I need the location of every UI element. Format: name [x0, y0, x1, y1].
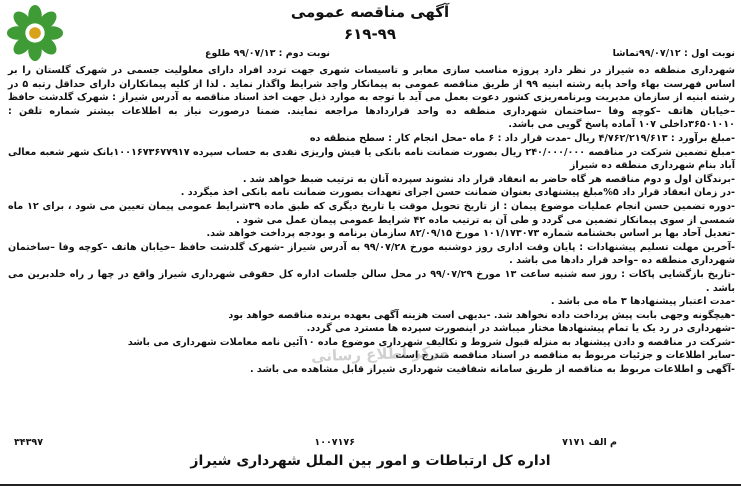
paragraph-winners: -برندگان اول و دوم مناقصه هر گاه حاضر به انعقاد قرار داد نشوند سپرده آنان به ترتیب ضبط خواهد شد .	[242, 173, 735, 185]
watermark: مرکز اطلاع رسانی	[310, 342, 450, 366]
notice-number: ۶۱۹-۹۹	[343, 25, 396, 43]
paragraph-guarantee: -مبلغ تضمین شرکت در مناقصه ۲۴۰/۰۰۰/۰۰۰ ریال بصورت ضمانت نامه بانکی یا فیش واریزی نقدی به حساب سپرده ۱۰۰۱۶۷۳۶۷۷۹۱۷بانک شهر شعبه معالی آباد بنام شهرداری منطقه ده شیراز	[8, 146, 736, 172]
paragraph-prepayment: -هیچگونه وجهی بابت پیش پرداخت داده نخواهد شد. -بدیهی است هزینه آگهی بعهده برنده مناقصه خواهد بود	[228, 309, 735, 321]
publish-dates	[20, 48, 735, 64]
paragraph-other-info: -سایر اطلاعات و جزئیات مربوط به مناقصه در اسناد مناقصه مندرج است	[395, 350, 735, 362]
paragraph-acceptance: -شرکت در مناقصه و دادن پیشنهاد به منزله قبول شروط و تکالیف شهرداری موضوع ماده ۱۰آئین نامه معاملات شهرداری می باشد	[127, 336, 735, 348]
issuer-footer: اداره کل ارتباطات و امور بین الملل شهرداری شیراز	[190, 453, 551, 469]
paragraph-deadline: -آخرین مهلت تسلیم پیشنهادات : پایان وقت اداری روز دوشنبه مورخ ۹۹/۰۷/۲۸ به آدرس شیراز -شهرک گلدشت حافظ –خیابان هاتف –کوچه وفا –ساختمان شهرداری منطقه ده –واحد قرار دادها می باشد .	[8, 241, 735, 267]
code-order: ۱۰۰۷۱۷۶	[314, 437, 355, 448]
paragraph-intro: شهرداری منطقه ده شیراز در نظر دارد پروژه مناسب سازی معابر و تاسیسات شهری جهت تردد افراد دارای معلولیت جسمی در شهرک گلستان را بر اساس فهرست بهاء واحد پایه رشته ابنیه ۹۹ از طریق مناقصه عمومی به پیمانکار واجد شرایط واگذار نماید . لذا از کلیه پیمانکاران دارای حداقل رتبه ۵ در رشته ابنیه از سازمان مدیریت وبرنامه‌ریزی کشور دعوت بعمل می آید با توجه به موارد ذیل جهت اخذ اسناد مناقصه به آدرس شیراز : شهرک گلدشت حافظ –خیابان هاتف –کوچه وفا –ساختمان شهرداری منطقه ده واحد قراردادها مراجعه نمایند. ضمنا درصورت نیاز به اطلاعات بیشتر شماره تلفن : ۳۶۵۰۱۰۱۰داخلی ۱۰۷ آماده پاسخ گویی می باشد.	[8, 65, 735, 131]
second-publish-date: نوبت دوم : ۹۹/۰۷/۱۳ طلوع	[205, 48, 330, 59]
paragraph-performance-bond: -در زمان انعقاد قرار داد ۵%مبلغ پیشنهادی بعنوان ضمانت حسن اجرای تعهدات بصورت ضمانت نامه بانکی اخذ میگردد .	[180, 187, 735, 199]
notice-title: آگهی مناقصه عمومی	[290, 3, 450, 21]
first-publish-date: نوبت اول : ۹۹/۰۷/۱۲تماشا	[612, 48, 735, 59]
reference-codes	[14, 437, 735, 451]
paragraph-warranty: -دوره تضمین حسن انجام عملیات موضوع پیمان : از تاریخ تحویل موقت یا تاریخ دیگری که طبق ماده ۳۹شرایط عمومی پیمان تعیین می شود ، برای ۱۲ ماه شمسی از سوی پیمانکار تضمین می گردد و طی آن به ترتیب ماده ۴۲ شرایط عمومی پیمان عمل می شود .	[8, 200, 736, 226]
paragraph-validity: -مدت اعتبار پیشنهادها ۳ ماه می باشد .	[550, 296, 735, 308]
code-mim-alef: م الف ۷۱۷۱	[562, 437, 617, 448]
paragraph-estimate: -مبلغ برآورد : ۴/۷۶۲/۲۱۹/۶۱۳ ریال -مدت قرار داد : ۶ ماه -محل انجام کار : سطح منطقه ده	[309, 132, 735, 144]
notice-body	[8, 64, 735, 377]
paragraph-opening: -تاریخ بازگشایی پاکات : روز سه شنبه ساعت ۱۳ مورخ ۹۹/۰۷/۲۹ در محل سالن جلسات اداره کل حقوقی شهرداری شیراز واقع در چها ر راه خلدبرین می باشد .	[8, 268, 735, 294]
bottom-divider	[0, 484, 741, 486]
paragraph-rejection: -شهرداری در رد یک یا تمام پیشنهادها مختار میباشد در اینصورت سپرده ها مسترد می گردد.	[306, 323, 735, 335]
paragraph-price-adjustment: -تعدیل آحاد بها بر اساس بخشنامه شماره ۱۰۱/۱۷۳۰۷۳ مورخ ۸۲/۰۹/۱۵ سازمان برنامه و بودجه پرداخت خواهد شد.	[206, 228, 735, 240]
notice-heading	[250, 2, 490, 44]
paragraph-transparency: -آگهی و اطلاعات مربوط به مناقصه از طریق سامانه شفافیت شهرداری شیراز قابل مشاهده می باشد .	[249, 364, 735, 376]
code-number: ۳۴۳۹۷	[14, 437, 43, 448]
